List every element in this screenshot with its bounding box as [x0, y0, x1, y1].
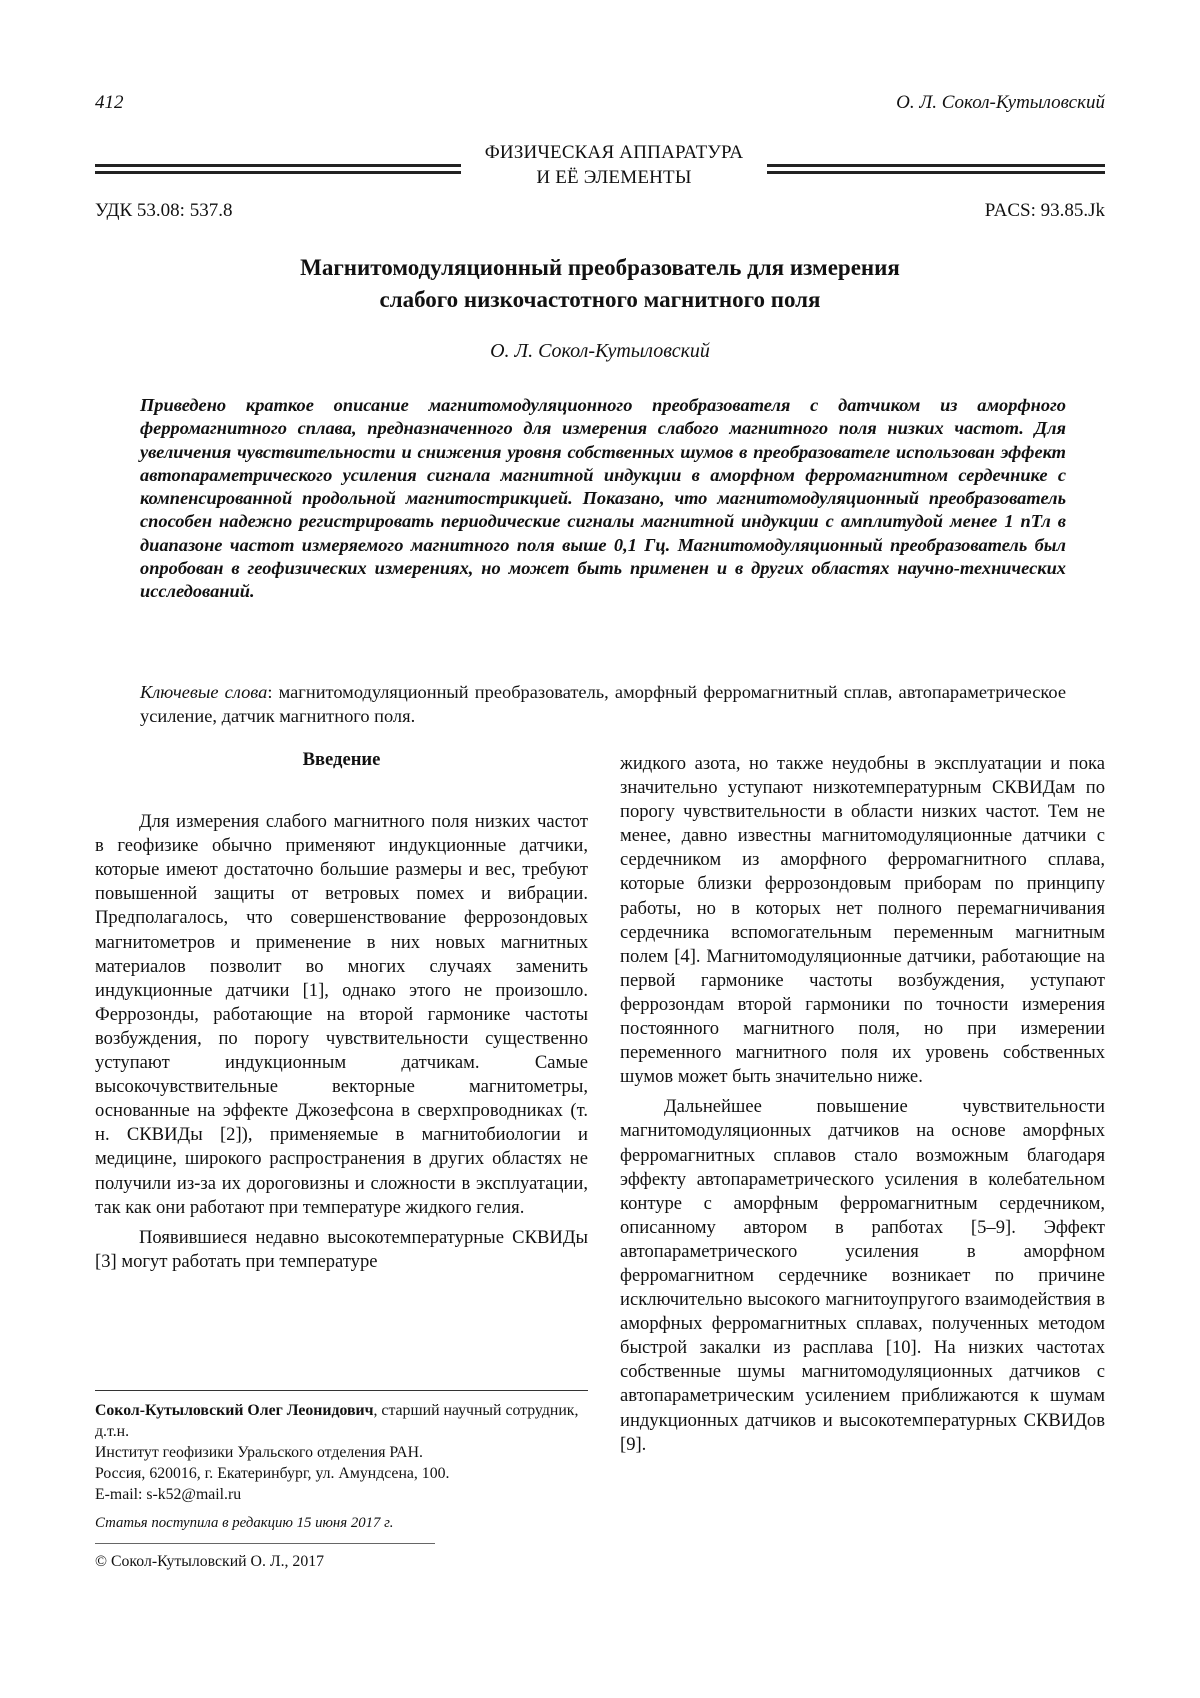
left-column — [95, 748, 588, 1274]
received-date: Статья поступила в редакцию 15 июня 2017 г. — [95, 1515, 394, 1531]
pacs-code: PACS: 93.85.Jk — [984, 200, 1105, 221]
paragraph: жидкого азота, но также неудобны в эксплуатации и пока значительно уступают низкотемпературным СКВИДам по порогу чувствительности в области низких частот. Тем не менее, давно известны магнитомодуляционные датчики с сердечником из аморфного ферромагнитного сплава, которые близки феррозондовым приборам по принципу работы, но в которых нет полного перемагничивания сердечника вспомогательным переменным магнитным полем [4]. Магнитомодуляционные датчики, работающие на первой гармонике частоты возбуждения, уступают феррозондам второй гармоники по точности измерения постоянного магнитного поля, но при измерении переменного магнитного поля их уровень собственных шумов может быть значительно ниже. — [620, 753, 1105, 1088]
paragraph: Для измерения слабого магнитного поля низких частот в геофизике обычно применяют индукционные датчики, которые имеют достаточно большие размеры и вес, требуют повышенной защиты от ветровых помех и вибрации. Предполагалось, что совершенствование феррозондовых магнитометров и применение в них новых магнитных материалов позволит во многих случаях заменить индукционные датчики [1], однако этого не произошло. Феррозонды, работающие на второй гармонике частоты возбуждения, по порогу чувствительности существенно уступают индукционным датчикам. Самые высокочувствительные векторные магнитометры, основанные на эффекте Джозефсона в сверхпроводниках (т. н. СКВИДы [2]), применяемые в магнитобиологии и медицине, широкого распространения в других областях не получили из-за их дороговизны и сложности в эксплуатации, так как они работают при температуре жидкого гелия. — [95, 811, 588, 1218]
rubric-line-2: И ЕЁ ЭЛЕМЕНТЫ — [536, 167, 692, 188]
footnote-divider — [95, 1390, 588, 1391]
footnote-email: E-mail: s-k52@mail.ru — [95, 1486, 242, 1503]
paragraph: Дальнейшее повышение чувствительности магнитомодуляционных датчиков на основе аморфных ферромагнитных сплавов стало возможным благодаря эффекту автопараметрического усиления в колебательном контуре с аморфным ферромагнитным сердечником, описанному автором в рапботах [5–9]. Эффект автопараметрического усиления в аморфном ферромагнитном сердечнике возникает по причине исключительно высокого магнитоупругого взаимодействия в аморфных ферромагнитных сплавах, полученных методом быстрой закалки из расплава [10]. На низких частотах собственные шумы магнитомодуляционных датчиков с автопараметрическим усилением приближаются к шумам индукционных датчиков и высокотемпературных СКВИДов [9]. — [620, 1096, 1105, 1455]
section-rubric — [0, 140, 1200, 192]
paragraph: Появившиеся недавно высокотемпературные СКВИДы [3] могут работать при температуре — [95, 1226, 588, 1272]
author-footnote — [95, 1400, 588, 1505]
abstract: Приведено краткое описание магнитомодуляционного преобразователя с датчиком из аморфного ферромагнитного сплава, предназначенного для измерения слабого магнитного поля низких частот. Для увеличения чувствительности и снижения уровня собственных шумов в преобразователе использован эффект автопараметрического усиления сигнала магнитной индукции в аморфном ферромагнитном сердечнике с компенсированной продольной магнитострикцией. Показано, что магнитомодуляционный преобразователь способен надежно регистрировать периодические сигналы магнитной индукции с амплитудой менее 1 пТл в диапазоне частот измеряемого магнитного поля выше 0,1 Гц. Магнитомодуляционный преобразователь был опробован в геофизических измерениях, но может быть применен и в других областях научно-технических исследований. — [140, 395, 1066, 602]
rubric-rule-left — [95, 164, 461, 174]
keywords-text: : магнитомодуляционный преобразователь, аморфный ферромагнитный сплав, автопараметрическое усиление, датчик магнитного поля. — [140, 682, 1067, 726]
rubric-line-1: ФИЗИЧЕСКАЯ АППАРАТУРА — [484, 142, 744, 163]
keywords — [140, 680, 1066, 728]
section-heading: Введение — [302, 749, 381, 770]
title-line-1: Магнитомодуляционный преобразователь для измерения — [300, 255, 900, 280]
rubric-text — [461, 140, 767, 190]
page-number: 412 — [95, 92, 124, 113]
title-line-2: слабого низкочастотного магнитного поля — [379, 287, 821, 312]
footnote-author-name: Сокол-Кутыловский Олег Леонидович — [95, 1402, 374, 1419]
keywords-label: Ключевые слова — [140, 682, 268, 702]
udk-code: УДК 53.08: 537.8 — [95, 200, 233, 221]
footnote-author-position: , старший научный сотрудник, д.т.н. — [95, 1402, 579, 1440]
article-title — [95, 252, 1105, 316]
copyright-divider — [95, 1543, 435, 1544]
footnote-address: Россия, 620016, г. Екатеринбург, ул. Амундсена, 100. — [95, 1465, 450, 1482]
copyright: © Сокол-Кутыловский О. Л., 2017 — [95, 1553, 325, 1570]
rubric-rule-right — [767, 164, 1105, 174]
footnote-institute: Институт геофизики Уральского отделения РАН. — [95, 1444, 423, 1461]
right-column — [620, 752, 1105, 1457]
running-author: О. Л. Сокол-Кутыловский — [896, 92, 1105, 113]
article-author: О. Л. Сокол-Кутыловский — [490, 340, 710, 362]
